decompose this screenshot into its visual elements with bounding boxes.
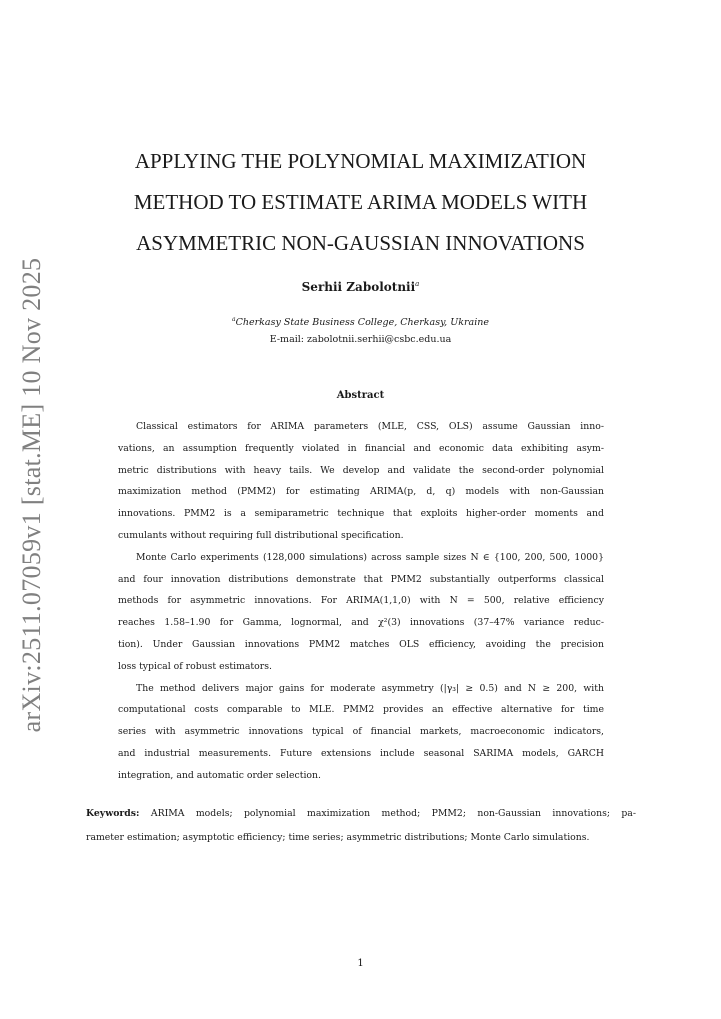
author [0,280,721,294]
abstract-line: metric distributions with heavy tails. We develop and validate the second-order polynomial [118,464,604,476]
title-line: APPLYING THE POLYNOMIAL MAXIMIZATION [134,149,587,173]
author-affiliation-mark: a [415,280,420,288]
title-line: ASYMMETRIC NON-GAUSSIAN INNOVATIONS [136,231,585,255]
abstract-heading: Abstract [336,390,385,401]
abstract-line: cumulants without requiring full distributional specification. [118,529,404,541]
keywords-line: rameter estimation; asymptotic efficiency; time series; asymmetric distributions; Monte Carlo simulations. [86,832,590,843]
abstract-line: computational costs comparable to MLE. PMM2 provides an effective alternative for time [118,704,604,716]
abstract-line: The method delivers major gains for moderate asymmetry (|γ₃| ≥ 0.5) and N ≥ 200, with [136,682,604,694]
abstract-line: and four innovation distributions demonstrate that PMM2 substantially outperforms classical [118,573,604,585]
abstract-line: methods for asymmetric innovations. For ARIMA(1,1,0) with N = 500, relative efficiency [118,595,604,607]
abstract-line: vations, an assumption frequently violated in financial and economic data exhibiting asym- [118,442,604,454]
keywords-label: Keywords: [86,808,140,819]
affiliation-mark: a [232,316,236,323]
author-email: E-mail: zabolotnii.serhii@csbc.edu.ua [269,334,452,345]
paper-title [100,141,621,264]
arxiv-side-stamp: arXiv:2511.07059v1 [stat.ME] 10 Nov 2025 [17,257,46,733]
abstract-line: loss typical of robust estimators. [118,660,272,672]
affiliation-text: Cherkasy State Business College, Cherkasy, Ukraine [235,317,489,329]
page-number: 1 [357,958,364,969]
abstract-line: innovations. PMM2 is a semiparametric technique that exploits higher-order moments and [118,508,604,520]
abstract-line: Classical estimators for ARIMA parameters (MLE, CSS, OLS) assume Gaussian inno- [136,421,604,432]
abstract-line: series with asymmetric innovations typical of financial markets, macroeconomic indicators, [118,726,604,738]
abstract-line: Monte Carlo experiments (128,000 simulations) across sample sizes N ∈ {100, 200, 500, 1000} [136,551,604,563]
abstract-body [118,416,604,787]
title-line: METHOD TO ESTIMATE ARIMA MODELS WITH [133,190,588,214]
keywords-text: ARIMA models; polynomial maximization method; PMM2; non-Gaussian innovations; pa- [150,808,636,819]
keywords-line [86,802,636,826]
abstract-line: reaches 1.58–1.90 for Gamma, lognormal, and χ²(3) innovations (37–47% variance reduc- [118,617,604,629]
abstract-line: and industrial measurements. Future extensions include seasonal SARIMA models, GARCH [118,747,604,759]
affiliation [0,316,721,328]
author-name: Serhii Zabolotnii [301,280,416,294]
abstract-line: integration, and automatic order selection. [118,769,321,781]
abstract-line: maximization method (PMM2) for estimating ARIMA(p, d, q) models with non-Gaussian [118,486,604,498]
abstract-line: tion). Under Gaussian innovations PMM2 matches OLS efficiency, avoiding the precision [118,638,604,650]
keywords [86,802,636,850]
